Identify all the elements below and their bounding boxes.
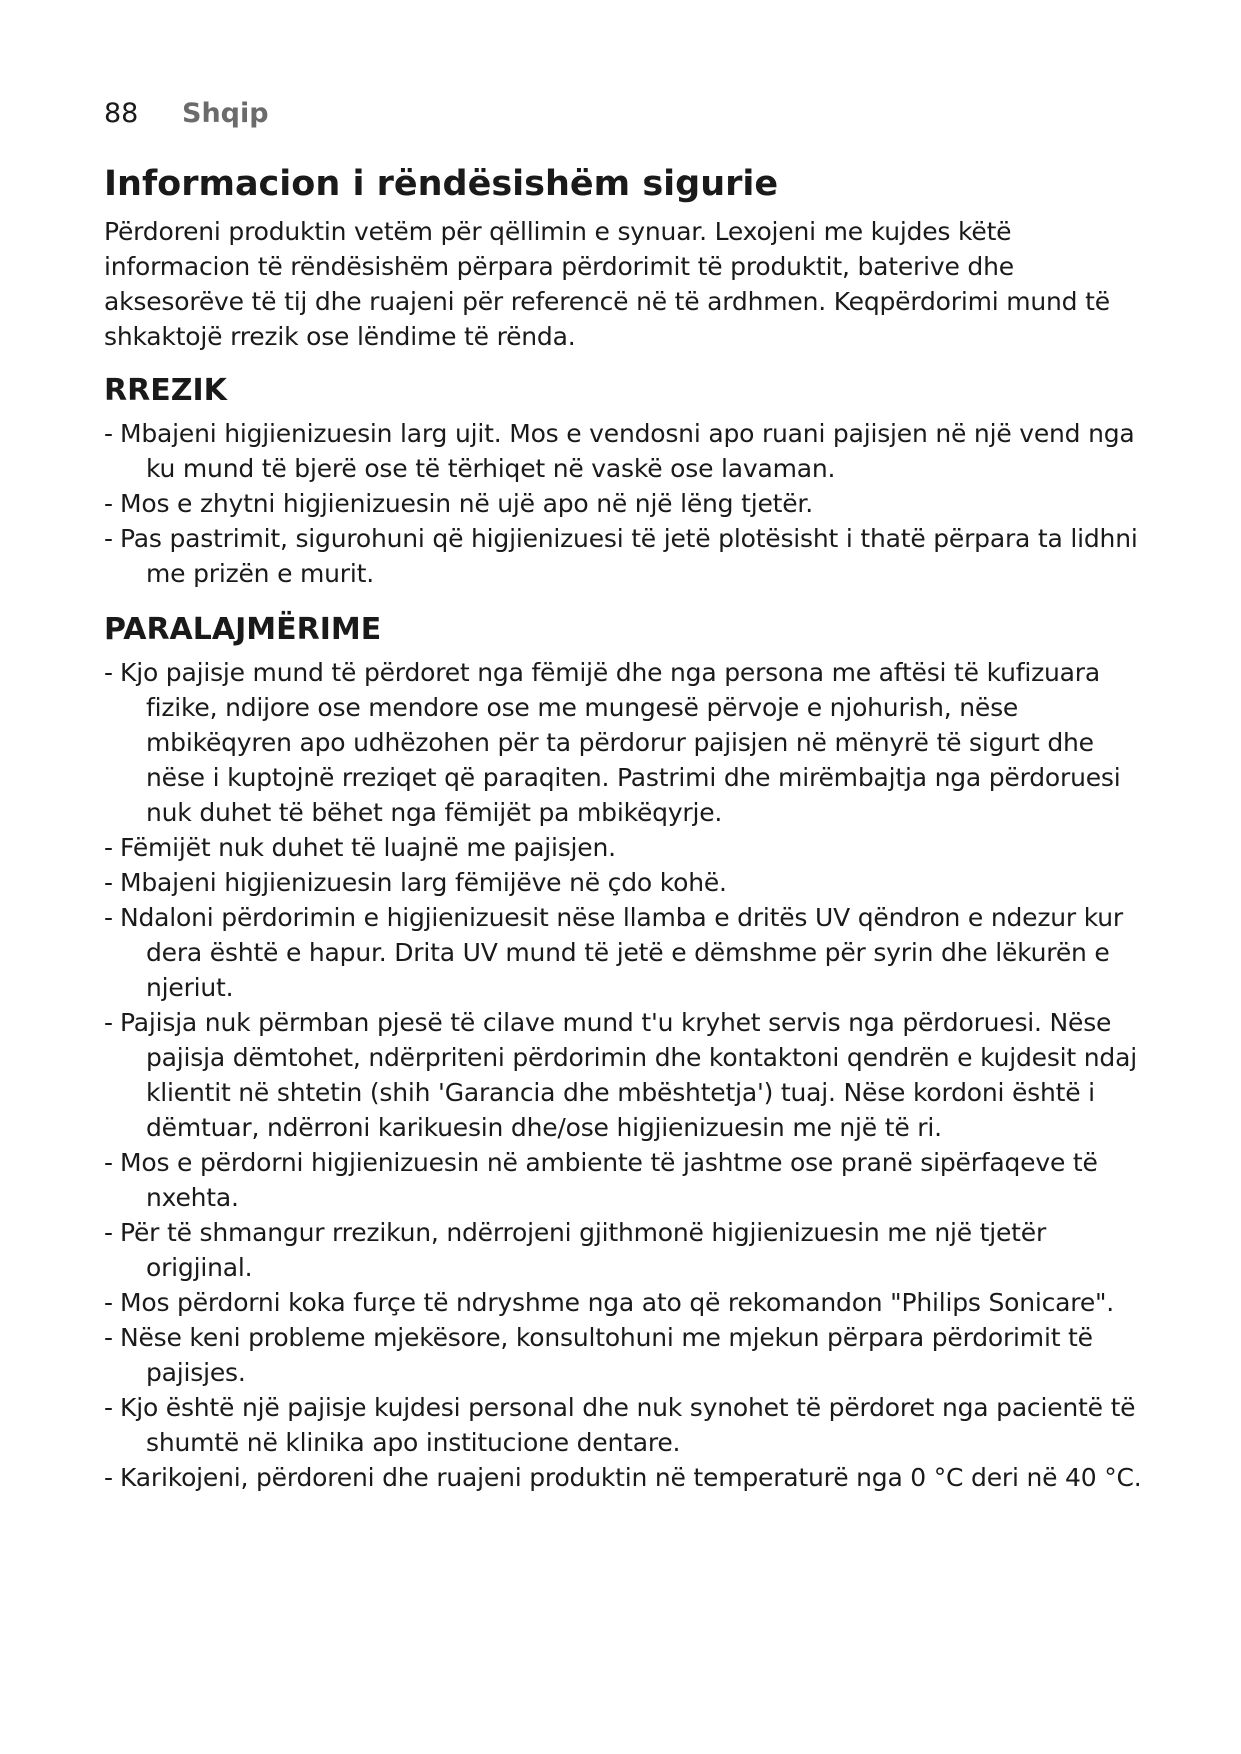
- list-item: - Mos e zhytni higjienizuesin në ujë apo në një lëng tjetër.: [104, 489, 813, 518]
- warnings-list: [104, 655, 1154, 1495]
- document-page: [104, 96, 1154, 1515]
- list-item: - Fëmijët nuk duhet të luajnë me pajisjen.: [104, 833, 616, 862]
- list-item: - Kjo pajisje mund të përdoret nga fëmijë dhe nga persona me aftësi të kufizuara fizike, ndijore ose mendore ose me mungesë përvoje e njohurish, nëse mbikëqyren apo udhëzohen për ta përdorur pajisjen në mënyrë të sigurt dhe nëse i kuptojnë rreziqet që paraqiten. Pastrimi dhe mirëmbajtja nga përdoruesi nuk duhet të bëhet nga fëmijët pa mbikëqyrje.: [104, 658, 1121, 827]
- list-item: - Për të shmangur rrezikun, ndërrojeni gjithmonë higjienizuesin me një tjetër origjinal.: [104, 1218, 1047, 1282]
- list-item: - Nëse keni probleme mjekësore, konsultohuni me mjekun përpara përdorimit të pajisjes.: [104, 1323, 1093, 1387]
- section-warnings: [104, 611, 1154, 1495]
- page-title: Informacion i rëndësishëm sigurie: [104, 164, 779, 204]
- section-heading-warnings: PARALAJMËRIME: [104, 612, 382, 647]
- list-item: - Mos e përdorni higjienizuesin në ambiente të jashtme ose pranë sipërfaqeve të nxehta.: [104, 1148, 1098, 1212]
- list-item: - Karikojeni, përdoreni dhe ruajeni produktin në temperaturë nga 0 °C deri në 40 °C.: [104, 1463, 1142, 1492]
- list-item: - Mbajeni higjienizuesin larg fëmijëve në çdo kohë.: [104, 868, 727, 897]
- list-item: - Pas pastrimit, sigurohuni që higjienizuesi të jetë plotësisht i thatë përpara ta lidhni me prizën e murit.: [104, 524, 1138, 588]
- list-item: - Mos përdorni koka furçe të ndryshme nga ato që rekomandon "Philips Sonicare".: [104, 1288, 1115, 1317]
- danger-list: [104, 416, 1154, 591]
- list-item: - Pajisja nuk përmban pjesë të cilave mund t'u kryhet servis nga përdoruesi. Nëse pajisja dëmtohet, ndërpriteni përdorimin dhe kontaktoni qendrën e kujdesit ndaj klientit në shtetin (shih 'Garancia dhe mbështetja') tuaj. Nëse kordoni është i dëmtuar, ndërroni karikuesin dhe/ose higjienizuesin me një të ri.: [104, 1008, 1137, 1142]
- list-item: - Mbajeni higjienizuesin larg ujit. Mos e vendosni apo ruani pajisjen në një vend nga ku mund të bjerë ose të tërhiqet në vaskë ose lavaman.: [104, 419, 1135, 483]
- running-header: [104, 96, 1154, 132]
- language-label: Shqip: [182, 98, 269, 129]
- list-item: - Ndaloni përdorimin e higjienizuesit nëse llamba e dritës UV qëndron e ndezur kur dera është e hapur. Drita UV mund të jetë e dëmshme për syrin dhe lëkurën e njeriut.: [104, 903, 1123, 1002]
- intro-paragraph: Përdoreni produktin vetëm për qëllimin e synuar. Lexojeni me kujdes këtë informacion të rëndësishëm përpara përdorimit të produktit, baterive dhe aksesorëve të tij dhe ruajeni për referencë në të ardhmen. Keqpërdorimi mund të shkaktojë rrezik ose lëndime të rënda.: [104, 217, 1110, 351]
- list-item: - Kjo është një pajisje kujdesi personal dhe nuk synohet të përdoret nga pacientë të shumtë në klinika apo institucione dentare.: [104, 1393, 1136, 1457]
- section-heading-danger: RREZIK: [104, 373, 227, 408]
- section-danger: [104, 372, 1154, 591]
- page-number: 88: [104, 98, 139, 129]
